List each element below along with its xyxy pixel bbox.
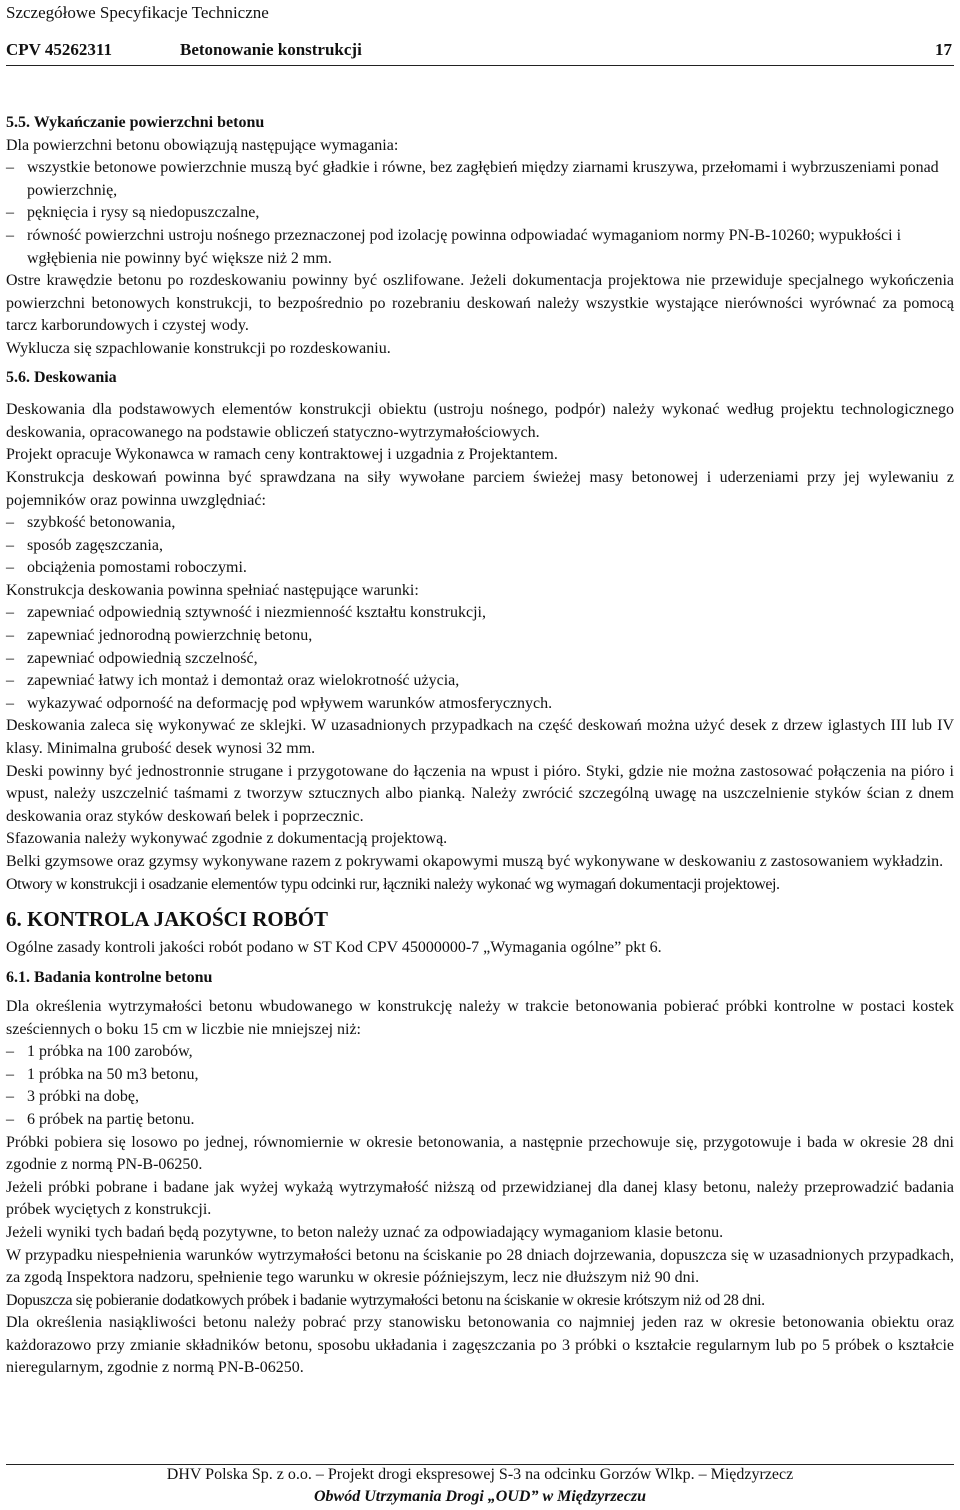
paragraph: Otwory w konstrukcji i osadzanie elementów typu odcinki rur, łączniki należy wykonać wg wymagań dokumentacji projektowej. bbox=[6, 875, 780, 893]
paragraph: Dla określenia nasiąkliwości betonu należy pobrać przy stanowisku betonowania co najmniej jeden raz w okresie betonowania obiektu oraz każdorazowo przy zmianie składników betonu, sposobu układania i zagęszczania po 3 próbki o kształcie regularnym lub po 5 próbek o kształcie nieregularnym, zgodnie z normą PN-B-06250. bbox=[6, 1314, 954, 1377]
section-title: Betonowanie konstrukcji bbox=[180, 40, 362, 59]
page-number: 17 bbox=[935, 40, 952, 59]
list-item: – obciążenia pomostami roboczymi. bbox=[6, 557, 954, 580]
list-item: – wszystkie betonowe powierzchnie muszą być gładkie i równe, bez zagłębień między ziarnami kruszywa, przełomami i wybrzuszeniami ponad powierzchnię, bbox=[6, 157, 954, 202]
paragraph: Sfazowania należy wykonywać zgodnie z dokumentacją projektową. bbox=[6, 830, 448, 848]
list-item: – sposób zagęszczania, bbox=[6, 535, 954, 558]
list-item: – zapewniać odpowiednią sztywność i niezmienność kształtu konstrukcji, bbox=[6, 602, 954, 625]
document-body bbox=[6, 112, 954, 1380]
paragraph: Projekt opracuje Wykonawca w ramach ceny kontraktowej i uzgadnia z Projektantem. bbox=[6, 446, 558, 464]
list-item: – 6 próbek na partię betonu. bbox=[6, 1109, 954, 1132]
header-divider bbox=[6, 65, 954, 66]
paragraph: Próbki pobiera się losowo po jednej, równomiernie w okresie betonowania, a następnie przechowuje się, przygotowuje i bada w okresie 28 dni zgodnie z normą PN-B-06250. bbox=[6, 1133, 954, 1174]
list-item: – 3 próbki na dobę, bbox=[6, 1086, 954, 1109]
paragraph: Deskowania zaleca się wykonywać ze sklejki. W uzasadnionych przypadkach na część deskowań można użyć desek z drzew iglastych III lub IV klasy. Minimalna grubość desek wynosi 32 mm. bbox=[6, 717, 954, 758]
paragraph: Wyklucza się szpachlowanie konstrukcji po rozdeskowaniu. bbox=[6, 339, 391, 357]
footer-company: DHV Polska Sp. z o.o. – Projekt drogi ekspresowej S-3 na odcinku Gorzów Wlkp. – Międzyrzecz bbox=[166, 1466, 794, 1483]
paragraph: Jeżeli wyniki tych badań będą pozytywne, to beton należy uznać za odpowiadający wymaganiom klasie betonu. bbox=[6, 1223, 724, 1241]
list-item: – 1 próbka na 50 m3 betonu, bbox=[6, 1064, 954, 1087]
list-item: – równość powierzchni ustroju nośnego przeznaczonej pod izolację powinna odpowiadać wymaganiom normy PN-B-10260; wypukłości i wgłębienia nie powinny być większe niż 2 mm. bbox=[6, 225, 954, 270]
list-item: – szybkość betonowania, bbox=[6, 512, 954, 535]
footer-divider bbox=[6, 1464, 954, 1465]
heading-6: 6. KONTROLA JAKOŚCI ROBÓT bbox=[6, 907, 329, 932]
footer-client: Obwód Utrzymania Drogi „OUD” w Międzyrzeczu bbox=[313, 1488, 646, 1505]
paragraph: W przypadku niespełnienia warunków wytrzymałości betonu na ściskanie po 28 dniach dojrzewania, dopuszcza się w uzasadnionych przypadkach, za zgodą Inspektora nadzoru, spełnienie tego warunku w okresie późniejszym, lecz nie dłuższym niż 90 dni. bbox=[6, 1246, 954, 1287]
paragraph: Ogólne zasady kontroli jakości robót podano w ST Kod CPV 45000000-7 „Wymagania ogólne” pkt 6. bbox=[6, 938, 662, 956]
paragraph: Deski powinny być jednostronnie strugane i przygotowane do łączenia na wpust i pióro. Styki, gdzie nie można zastosować połączenia na pióro i wpust, należy uszczelnić taśmami z tworzyw sztucznych albo pianką. Należy zwrócić szczególną uwagę na uszczelnienie styków ścian z dnem deskowania oraz styków deskowań belek i poprzecznic. bbox=[6, 762, 954, 825]
list-item: – zapewniać odpowiednią szczelność, bbox=[6, 648, 954, 671]
list-item: – 1 próbka na 100 zarobów, bbox=[6, 1041, 954, 1064]
paragraph: Dopuszcza się pobieranie dodatkowych próbek i badanie wytrzymałości betonu na ściskanie w okresie krótszym niż od 28 dni. bbox=[6, 1291, 765, 1309]
document-title: Szczegółowe Specyfikacje Techniczne bbox=[6, 3, 269, 22]
list-item: – zapewniać łatwy ich montaż i demontaż oraz wielokrotność użycia, bbox=[6, 670, 954, 693]
heading-5-6: 5.6. Deskowania bbox=[6, 368, 117, 386]
paragraph: Jeżeli próbki pobrane i badane jak wyżej wykażą wytrzymałość niższą od przewidzianej dla danej klasy betonu, należy przeprowadzić badania próbek wyciętych z konstrukcji. bbox=[6, 1178, 954, 1219]
paragraph: Ostre krawędzie betonu po rozdeskowaniu powinny być oszlifowane. Jeżeli dokumentacja projektowa nie przewiduje specjalnego wykończenia powierzchni betonowych konstrukcji, to bezpośrednio po rozebraniu deskowań należy wszystkie wystające nierówności wyrównać za pomocą tarcz karborundowych i czystej wody. bbox=[6, 272, 954, 335]
list-item: – wykazywać odporność na deformację pod wpływem warunków atmosferycznych. bbox=[6, 693, 954, 716]
paragraph: Dla powierzchni betonu obowiązują następujące wymagania: bbox=[6, 136, 399, 154]
paragraph: Belki gzymsowe oraz gzymsy wykonywane razem z pokrywami okapowymi muszą być wykonywane w deskowaniu z zastosowaniem wykładzin. bbox=[6, 853, 944, 870]
cpv-code: CPV 45262311 bbox=[6, 40, 112, 59]
list-item: – zapewniać jednorodną powierzchnię betonu, bbox=[6, 625, 954, 648]
heading-5-5: 5.5. Wykańczanie powierzchni betonu bbox=[6, 114, 265, 131]
list-item: – pęknięcia i rysy są niedopuszczalne, bbox=[6, 202, 954, 225]
paragraph: Deskowania dla podstawowych elementów konstrukcji obiektu (ustroju nośnego, podpór) należy wykonać według projektu technologicznego deskowania, opracowanego na podstawie obliczeń statyczno-wytrzymałościowych. bbox=[6, 401, 954, 441]
paragraph: Konstrukcja deskowania powinna spełniać następujące warunki: bbox=[6, 581, 419, 599]
paragraph: Konstrukcja deskowań powinna być sprawdzana na siły wywołane parciem świeżej masy betonowej i uderzeniami przy jej wylewaniu z pojemników oraz powinna uwzględniać: bbox=[6, 468, 954, 509]
paragraph: Dla określenia wytrzymałości betonu wbudowanego w konstrukcję należy w trakcie betonowania pobierać próbki kontrolne w postaci kostek sześciennych o boku 15 cm w liczbie nie mniejszej niż: bbox=[6, 997, 954, 1038]
heading-6-1: 6.1. Badania kontrolne betonu bbox=[6, 969, 213, 987]
page-header bbox=[6, 40, 954, 64]
